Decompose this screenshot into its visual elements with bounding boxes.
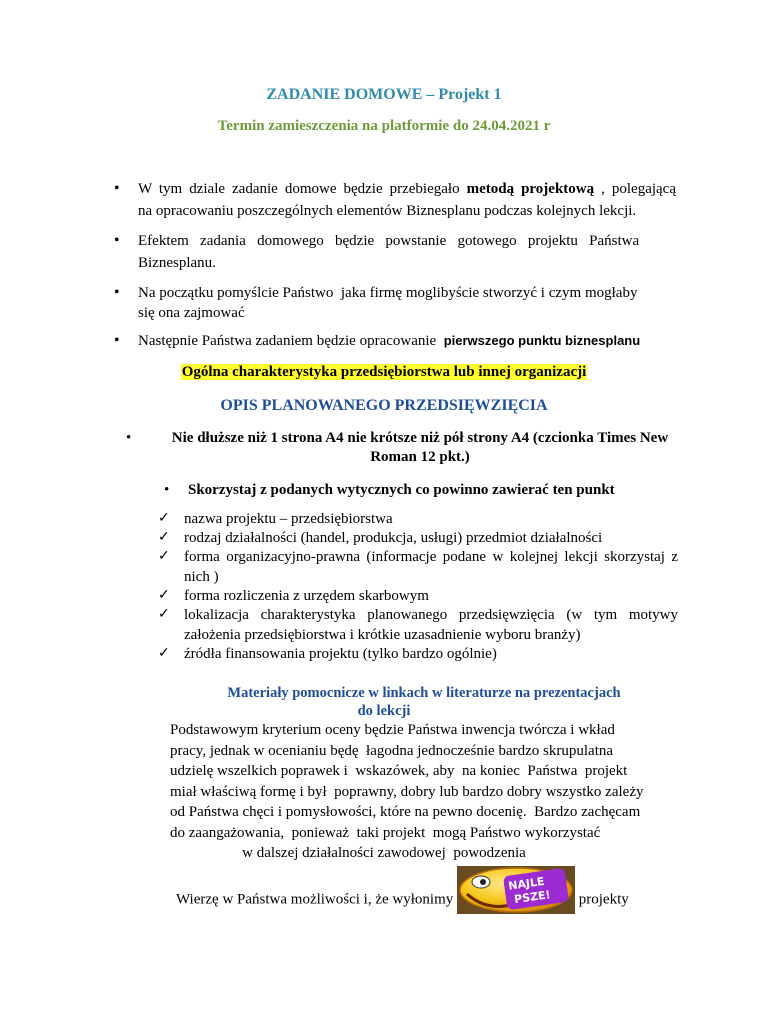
sub-bullet: Skorzystaj z podanych wytycznych co powinno zawierać ten punkt	[188, 482, 615, 498]
checkmark-icon: ✓	[158, 530, 170, 545]
paragraph-line: od Państwa chęci i pomysłowości, które na pewno docenię. Bardzo zachęcam	[170, 804, 641, 820]
bullet-icon: •	[114, 180, 120, 197]
bullet-1-line-1: W tym dziale zadanie domowe będzie przebiegało metodą projektową , polegającą	[138, 181, 676, 197]
check-item-1: nazwa projektu – przedsiębiorstwa	[184, 511, 393, 527]
check-item-4: forma rozliczenia z urzędem skarbowym	[184, 588, 429, 604]
bullet-3-line-1: Na początku pomyślcie Państwo jaka firmę moglibyście stworzyć i czym mogłaby	[138, 285, 638, 301]
paragraph-line: pracy, jednak w ocenianiu będę łagodna jednocześnie bardzo skrupulatna	[170, 742, 614, 759]
materials-heading-line-2: do lekcji	[357, 703, 411, 719]
materials-heading-line-1: Materiały pomocnicze w linkach w literaturze na prezentacjach	[227, 685, 621, 701]
bullet-2-line-2: Biznesplanu.	[138, 255, 216, 271]
check-item-6: źródła finansowania projektu (tylko bardzo ogólnie)	[184, 646, 497, 662]
closing-text-before: Wierzę w Państwa możliwości i, że wyłonimy	[176, 891, 454, 908]
checkmark-icon: ✓	[158, 646, 170, 661]
bullet-1-line-2: na opracowaniu poszczególnych elementów Biznesplanu podczas kolejnych lekcji.	[138, 203, 637, 219]
highlight-heading: Ogólna charakterystyka przedsiębiorstwa lub innej organizacji	[181, 364, 587, 380]
svg-text:NAJLE: NAJLE	[507, 874, 546, 893]
bullet-2-line-1: Efektem zadania domowego będzie powstanie gotowego projektu Państwa	[138, 233, 640, 249]
closing-text-after: projekty	[578, 891, 629, 908]
section-title: OPIS PLANOWANEGO PRZEDSIĘWZIĘCIA	[220, 397, 548, 414]
checkmark-icon: ✓	[158, 588, 170, 603]
closing-line	[176, 866, 629, 934]
checkmark-icon: ✓	[158, 549, 170, 564]
bullet-1-bold: metodą projektową	[466, 181, 595, 197]
bullet-icon: •	[114, 332, 120, 349]
bullet-4-line: Następnie Państwa zadaniem będzie opracowanie pierwszego punktu biznesplanu	[138, 333, 641, 349]
check-item-5-line-2: założenia przedsiębiorstwa i krótkie uzasadnienie wyboru branży)	[184, 627, 581, 643]
paragraph-line: w dalszej działalności zawodowej powodzenia	[242, 845, 526, 861]
check-item-2: rodzaj działalności (handel, produkcja, usługi) przedmiot działalności	[184, 530, 603, 546]
paragraph-line: udzielę wszelkich poprawek i wskazówek, aby na koniec Państwa projekt	[170, 763, 628, 779]
svg-text:PSZE!: PSZE!	[513, 888, 552, 907]
deadline-text: Termin zamieszczenia na platformie do 24.04.2021 r	[217, 118, 551, 134]
bullet-icon: •	[164, 482, 170, 498]
document-title: ZADANIE DOMOWE – Projekt 1	[266, 86, 502, 103]
smiley-emoji-icon	[457, 866, 575, 934]
checkmark-icon: ✓	[158, 607, 170, 622]
bullet-3-line-2: się ona zajmować	[138, 305, 245, 321]
check-item-3-line-2: nich )	[184, 569, 219, 585]
paragraph-line: do zaangażowania, ponieważ taki projekt mogą Państwo wykorzystać	[170, 824, 601, 841]
check-item-5-line-1: lokalizacja charakterystyka planowanego przedsięwzięcia (w tym motywy	[184, 607, 678, 623]
paragraph-line: miał właściwą formę i był poprawny, dobry lub bardzo dobry wszystko zależy	[170, 783, 644, 800]
bullet-icon: •	[114, 232, 120, 249]
bullet-icon: •	[126, 430, 132, 446]
check-item-3-line-1: forma organizacyjno-prawna (informacje podane w kolejnej lekcji skorzystaj z	[184, 549, 678, 565]
bullet-icon: •	[114, 284, 120, 301]
paragraph	[170, 720, 644, 864]
requirement-line-1: Nie dłuższe niż 1 strona A4 nie krótsze niż pół strony A4 (czcionka Times New	[171, 430, 669, 446]
requirement-line-2: Roman 12 pkt.)	[370, 449, 470, 465]
paragraph-line: Podstawowym kryterium oceny będzie Państwa inwencja twórcza i wkład	[170, 722, 615, 738]
bullet-4-bold: pierwszego punktu biznesplanu	[443, 333, 641, 348]
checkmark-icon: ✓	[158, 511, 170, 526]
